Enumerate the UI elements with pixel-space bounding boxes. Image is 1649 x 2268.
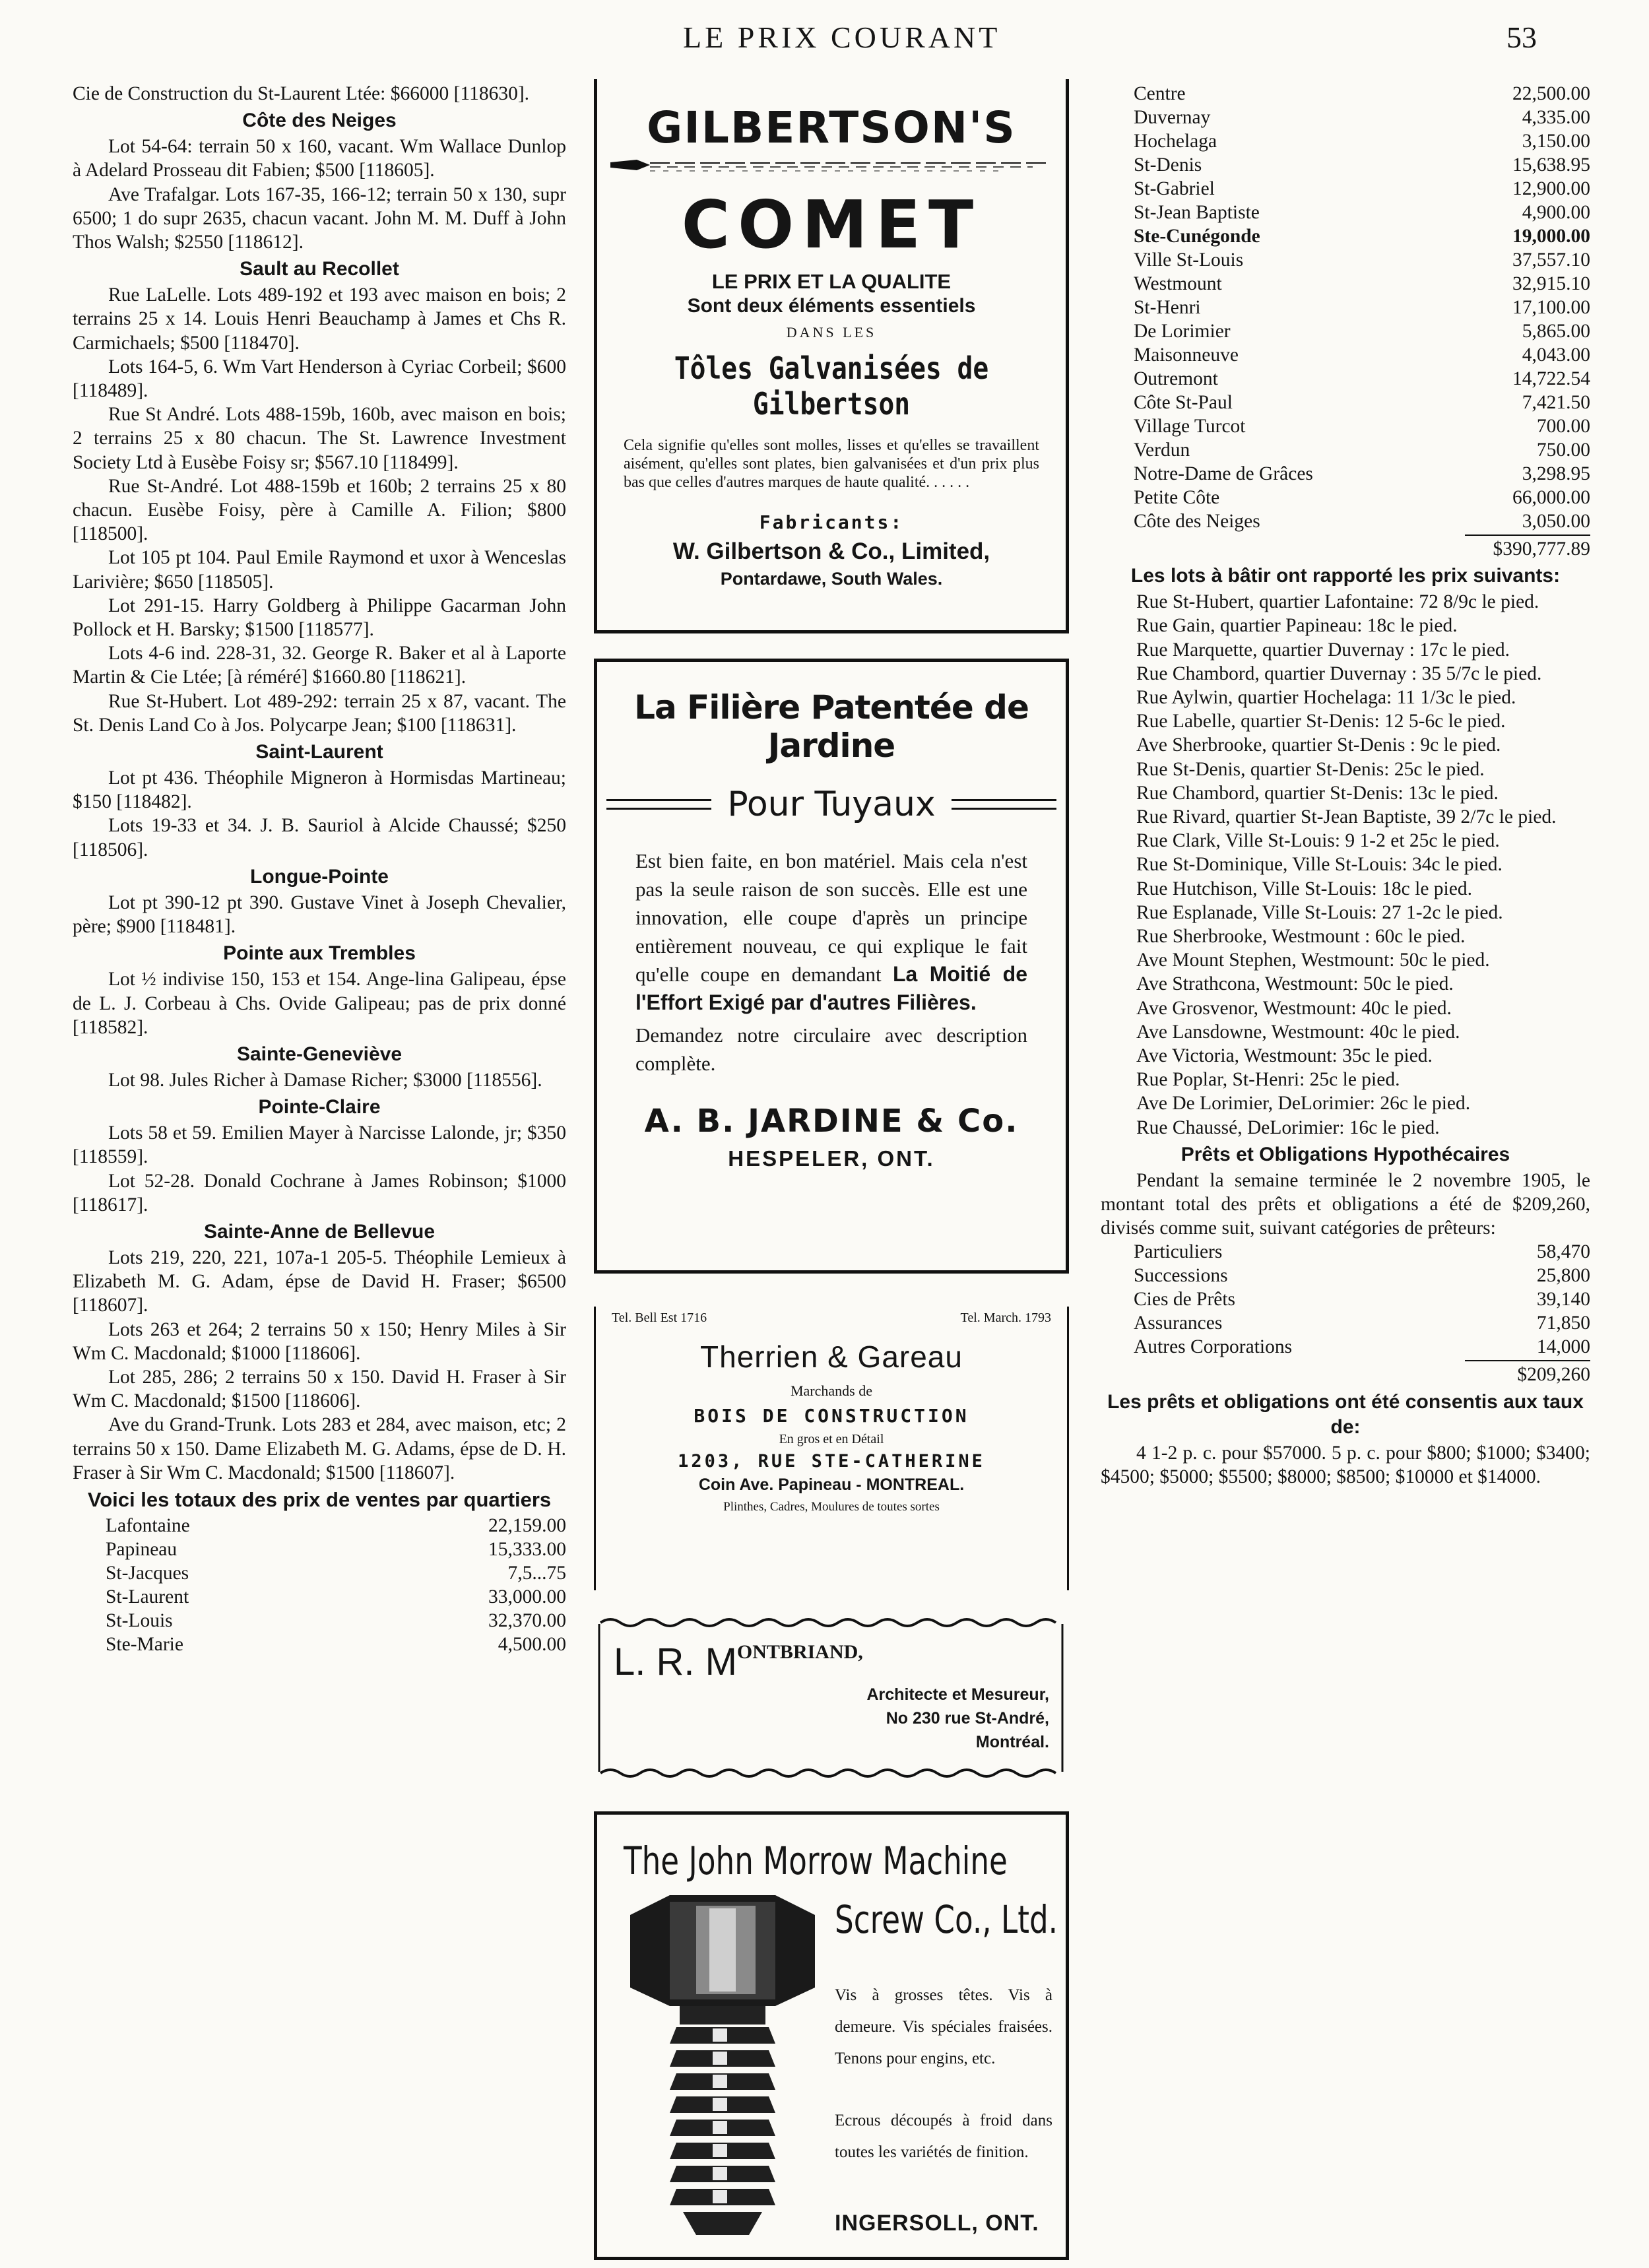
- morrow-advertisement: [594, 1811, 1069, 2260]
- montbriand-details: [867, 1683, 1050, 1754]
- quarter-row-name: Village Turcot: [1134, 416, 1246, 437]
- lot-price-entry: Rue St-Hubert, quartier Lafontaine: 72 8/9c le pied.: [1136, 591, 1539, 613]
- quarter-row-name: Outremont: [1134, 368, 1218, 389]
- total-row-amount: 32,370.00: [488, 1609, 566, 1631]
- running-title: LE PRIX COURANT: [683, 20, 1001, 54]
- quarter-row: [1101, 486, 1590, 509]
- entry: Lot pt 436. Théophile Migneron à Hormisdas Martineau; $150 [118482].: [73, 767, 566, 813]
- totals-heading: Voici les totaux des prix de ventes par quartiers: [87, 1487, 552, 1511]
- lot-price-entry: Rue Chambord, quartier Duvernay : 35 5/7c le pied.: [1136, 663, 1542, 684]
- therrien-wood: BOIS DE CONSTRUCTION: [694, 1405, 969, 1427]
- totals-table: [73, 1514, 566, 1656]
- comet-streak-icon: [610, 156, 1052, 176]
- quarter-row-amount: 17,100.00: [1512, 297, 1590, 318]
- quarter-row: [1101, 391, 1590, 414]
- gilbertson-tagline-4: Tôles Galvanisées de Gilbertson: [674, 350, 989, 422]
- total-row-name: Ste-Marie: [106, 1633, 183, 1655]
- quarter-row-name: Ville St-Louis: [1134, 249, 1244, 271]
- section-title-pointe-aux-trembles: Pointe aux Trembles: [223, 942, 416, 965]
- lot-price-entry: Rue Marquette, quartier Duvernay : 17c le pied.: [1136, 639, 1510, 661]
- lot-price-entry: Rue Clark, Ville St-Louis: 9 1-2 et 25c le pied.: [1136, 830, 1500, 852]
- total-row-amount: 7,5...75: [507, 1562, 566, 1584]
- entry: Lots 58 et 59. Emilien Mayer à Narcisse Lalonde, jr; $350 [118559].: [73, 1122, 566, 1168]
- therrien-name: Therrien & Gareau: [700, 1340, 963, 1374]
- total-row-amount: 4,500.00: [498, 1633, 566, 1655]
- jardine-subtitle-row: [597, 785, 1066, 824]
- therrien-goods: Plinthes, Cadres, Moulures de toutes sortes: [723, 1500, 940, 1514]
- quarter-row: [1101, 129, 1590, 153]
- total-row-amount: 33,000.00: [488, 1586, 566, 1607]
- morrow-text-2: Ecrous découpés à froid dans toutes les variétés de finition.: [835, 2112, 1052, 2161]
- quarter-row: [1101, 224, 1590, 248]
- entry: Lots 263 et 264; 2 terrains 50 x 150; Henry Miles à Sir Wm C. Macdonald; $1000 [118606].: [73, 1318, 566, 1364]
- quarter-row-name: Maisonneuve: [1134, 344, 1239, 366]
- right-column: [1101, 82, 1590, 1489]
- divider: [606, 799, 711, 810]
- quarter-row: [1101, 153, 1590, 177]
- entry: Lots 4-6 ind. 228-31, 32. George R. Baker et al à Laporte Martin & Cie Ltée; [à réméré] $1660.80 [118621].: [73, 643, 566, 688]
- jardine-body-2: Demandez notre circulaire avec description complète.: [635, 1023, 1027, 1075]
- total-row-name: Lafontaine: [106, 1514, 190, 1536]
- montbriand-name: [614, 1640, 863, 1684]
- section-title-pointe-claire: Pointe-Claire: [258, 1096, 381, 1118]
- quarter-row-name: Westmount: [1134, 273, 1222, 294]
- gilbertson-advertisement: [594, 79, 1069, 633]
- gilbertson-tagline-3: DANS LES: [786, 324, 877, 340]
- quarter-row-amount: 5,865.00: [1522, 321, 1590, 342]
- entry: Lot 285, 286; 2 terrains 50 x 150. David H. Fraser à Sir Wm C. Macdonald; $1500 [118606].: [73, 1366, 566, 1412]
- entry: Rue St André. Lots 488-159b, 160b, avec maison en bois; 2 terrains 25 x 80 chacun. The St. Lawrence Investment Society Ltd à Eusèbe Foisy sr; $567.10 [118499].: [73, 404, 566, 473]
- lot-price-entry: Ave Strathcona, Westmount: 50c le pied.: [1136, 973, 1454, 995]
- lot-price-entry: Rue Gain, quartier Papineau: 18c le pied.: [1136, 615, 1458, 637]
- lot-price-entry: Rue Rivard, quartier St-Jean Baptiste, 39 2/7c le pied.: [1136, 806, 1557, 828]
- lot-price-entry: Ave Mount Stephen, Westmount: 50c le pied.: [1136, 950, 1490, 971]
- rates-text: 4 1-2 p. c. pour $57000. 5 p. c. pour $800; $1000; $3400; $4500; $5000; $5500; $8000; $8500; $10000 et $14000.: [1101, 1442, 1590, 1487]
- entry: Rue St-Hubert. Lot 489-292: terrain 25 x 87, vacant. The St. Denis Land Co à Jos. Polycarpe Jean; $100 [118631].: [73, 690, 566, 736]
- gilbertson-fabricants: Fabricants:: [759, 511, 904, 533]
- loan-row-name: Assurances: [1134, 1312, 1223, 1334]
- therrien-tel-right: Tel. March. 1793: [960, 1311, 1051, 1325]
- quarter-row: [1101, 462, 1590, 486]
- quarter-row-amount: 3,150.00: [1522, 131, 1590, 152]
- total-row: [73, 1609, 566, 1633]
- loans-total: $209,260: [1465, 1360, 1590, 1386]
- gilbertson-tagline-1: LE PRIX ET LA QUALITE: [711, 270, 952, 293]
- quarter-row: [1101, 201, 1590, 224]
- quarter-row-amount: 14,722.54: [1512, 368, 1590, 389]
- quarter-row-amount: 66,000.00: [1512, 487, 1590, 508]
- loan-row-name: Autres Corporations: [1134, 1336, 1293, 1358]
- entry: Rue St-André. Lot 488-159b et 160b; 2 terrains 25 x 80 chacun. Eusèbe Foisy, père à Camille A. Filion; $800 [118500].: [73, 475, 566, 545]
- total-row: [73, 1561, 566, 1585]
- quarter-row-amount: 4,043.00: [1522, 344, 1590, 366]
- total-row-name: St-Louis: [106, 1609, 173, 1631]
- loan-row-name: Successions: [1134, 1265, 1228, 1287]
- quarter-row-amount: 19,000.00: [1512, 226, 1590, 247]
- total-row-amount: 15,333.00: [488, 1538, 566, 1560]
- quarter-row-amount: 15,638.95: [1512, 154, 1590, 176]
- loan-row: [1101, 1287, 1590, 1311]
- total-row-name: St-Jacques: [106, 1562, 189, 1584]
- gilbertson-product: COMET: [681, 186, 982, 263]
- quarters-table: [1101, 82, 1590, 533]
- morrow-title-1: The John Morrow Machine: [624, 1838, 1008, 1883]
- entry: Ave Trafalgar. Lots 167-35, 166-12; terrain 50 x 130, supr 6500; 1 do supr 2635, chacun vacant. John M. M. Duff à John Thos Walsh; $2550 [118612].: [73, 183, 566, 253]
- gilbertson-body: Cela signifie qu'elles sont molles, lisses et qu'elles se travaillent aisément, qu'elles sont plates, bien galvanisées et d'un prix plus bas que celles d'autres marques de haute qualité. . . . . .: [624, 437, 1039, 491]
- montbriand-advertisement: [594, 1613, 1069, 1782]
- jardine-body: [635, 847, 1027, 1017]
- quarter-row-amount: 32,915.10: [1512, 273, 1590, 294]
- lot-price-entry: Rue St-Dominique, Ville St-Louis: 34c le pied.: [1136, 854, 1503, 876]
- jardine-emphasis: La Moitié de l'Effort Exigé par d'autres Filières.: [635, 962, 1027, 1014]
- divider: [952, 799, 1056, 810]
- section-title-sault-au-recollet: Sault au Recollet: [240, 258, 399, 280]
- loan-row-amount: 39,140: [1536, 1289, 1590, 1311]
- entry: Ave du Grand-Trunk. Lots 283 et 284, avec maison, etc; 2 terrains 50 x 150. Dame Elizabeth M. G. Adams, épse de D. H. Fraser à Sir Wm C. Macdonald; $1500 [118607].: [73, 1414, 566, 1483]
- therrien-address: 1203, RUE STE-CATHERINE: [678, 1451, 985, 1472]
- therrien-wholesale: En gros et en Détail: [779, 1432, 884, 1446]
- quarter-row-name: Ste-Cunégonde: [1134, 226, 1260, 247]
- loan-row: [1101, 1240, 1590, 1264]
- total-row: [73, 1514, 566, 1538]
- quarter-row-name: Petite Côte: [1134, 487, 1220, 508]
- jardine-city: HESPELER, ONT.: [728, 1146, 935, 1171]
- gilbertson-company: W. Gilbertson & Co., Limited,: [672, 538, 990, 564]
- quarter-row-name: Duvernay: [1134, 107, 1211, 128]
- quarter-row-amount: 3,050.00: [1522, 511, 1590, 532]
- montbriand-line-3: Montréal.: [975, 1733, 1049, 1751]
- quarter-row-amount: 7,421.50: [1522, 392, 1590, 413]
- quarter-row: [1101, 438, 1590, 462]
- intro-paragraph: Cie de Construction du St-Laurent Ltée: $66000 [118630].: [73, 83, 530, 104]
- entry: Lot 105 pt 104. Paul Emile Raymond et uxor à Wenceslas Larivière; $650 [118505].: [73, 547, 566, 593]
- loan-row: [1101, 1264, 1590, 1287]
- total-row: [73, 1585, 566, 1609]
- gilbertson-tagline-2: Sont deux éléments essentiels: [687, 295, 976, 317]
- lot-price-entry: Rue Poplar, St-Henri: 25c le pied.: [1136, 1069, 1400, 1091]
- quarter-row-amount: 3,298.95: [1522, 463, 1590, 484]
- left-column: [73, 82, 566, 1656]
- loan-row-amount: 58,470: [1536, 1241, 1590, 1263]
- section-title-sainte-anne-de-bellevue: Sainte-Anne de Bellevue: [203, 1220, 436, 1243]
- quarter-row-amount: 750.00: [1536, 439, 1590, 461]
- quarter-row-name: Verdun: [1134, 439, 1190, 461]
- quarter-row: [1101, 248, 1590, 272]
- jardine-subtitle: Pour Tuyaux: [727, 785, 936, 824]
- gilbertson-address: Pontardawe, South Wales.: [720, 569, 943, 589]
- lot-price-entry: Rue Labelle, quartier St-Denis: 12 5-6c le pied.: [1136, 711, 1506, 732]
- loan-row: [1101, 1311, 1590, 1335]
- quarter-row: [1101, 343, 1590, 367]
- quarter-row-name: St-Gabriel: [1134, 178, 1215, 199]
- section-title-cote-des-neiges: Côte des Neiges: [242, 110, 397, 132]
- entry: Lot 52-28. Donald Cochrane à James Robinson; $1000 [118617].: [73, 1170, 566, 1215]
- lot-price-entry: Rue St-Denis, quartier St-Denis: 25c le pied.: [1136, 758, 1485, 780]
- total-row: [73, 1538, 566, 1561]
- quarter-row: [1101, 414, 1590, 438]
- lot-price-entry: Ave Victoria, Westmount: 35c le pied.: [1136, 1045, 1433, 1067]
- quarter-row-name: St-Henri: [1134, 297, 1201, 318]
- loans-intro: Pendant la semaine terminée le 2 novembre 1905, le montant total des prêts et obligations a été de $209,260, divisés comme suit, suivant catégories de prêteurs:: [1101, 1169, 1590, 1239]
- quarter-row-name: Centre: [1134, 83, 1186, 104]
- lot-price-entry: Rue Chambord, quartier St-Denis: 13c le pied.: [1136, 782, 1499, 804]
- quarter-row-name: St-Denis: [1134, 154, 1202, 176]
- entry: Lot 54-64: terrain 50 x 160, vacant. Wm Wallace Dunlop à Adelard Prosseau dit Fabien; $500 [118605].: [73, 136, 566, 181]
- morrow-title-2: Screw Co., Ltd.: [835, 1897, 1058, 1942]
- quarter-row-name: Côte des Neiges: [1134, 511, 1260, 532]
- montbriand-line-1: Architecte et Mesureur,: [866, 1685, 1049, 1704]
- lots-list: [1101, 590, 1590, 1140]
- lot-price-entry: Rue Aylwin, quartier Hochelaga: 11 1/3c le pied.: [1136, 687, 1516, 709]
- quarter-row-amount: 12,900.00: [1512, 178, 1590, 199]
- lot-price-entry: Ave De Lorimier, DeLorimier: 26c le pied.: [1136, 1093, 1471, 1115]
- total-row: [73, 1633, 566, 1656]
- loan-row-name: Cies de Prêts: [1134, 1289, 1236, 1311]
- quarter-row-amount: 4,335.00: [1522, 107, 1590, 128]
- quarter-row-name: Côte St-Paul: [1134, 392, 1233, 413]
- lot-price-entry: Rue Sherbrooke, Westmount : 60c le pied.: [1136, 926, 1466, 948]
- loan-row-name: Particuliers: [1134, 1241, 1223, 1263]
- jardine-body-text: Est bien faite, en bon matériel. Mais cela n'est pas la seule raison de son succès. Elle est une innovation, elle coupe d'après un principe entièrement nouveau, ce qui explique le fait qu'elle coupe en demandant: [635, 849, 1027, 986]
- quarters-total: $390,777.89: [1465, 535, 1590, 561]
- quarter-row: [1101, 82, 1590, 106]
- therrien-merchants: Marchands de: [790, 1382, 872, 1399]
- therrien-advertisement: [594, 1307, 1069, 1590]
- jardine-company: A. B. JARDINE & Co.: [644, 1103, 1019, 1140]
- section-title-saint-laurent: Saint-Laurent: [255, 741, 383, 763]
- quarter-row-name: Hochelaga: [1134, 131, 1217, 152]
- quarter-row: [1101, 367, 1590, 391]
- page-header: [0, 15, 1649, 61]
- entry: Lot ½ indivise 150, 153 et 154. Ange-lina Galipeau, épse de L. J. Corbeau à Chs. Ovide Galipeau; pas de prix donné [118582].: [73, 969, 566, 1038]
- quarter-row: [1101, 509, 1590, 533]
- quarter-row: [1101, 272, 1590, 296]
- quarter-row-amount: 22,500.00: [1512, 83, 1590, 104]
- quarter-row: [1101, 106, 1590, 129]
- rates-heading: Les prêts et obligations ont été consentis aux taux de:: [1107, 1390, 1584, 1438]
- section-title-sainte-genevieve: Sainte-Geneviève: [236, 1043, 403, 1065]
- lot-price-entry: Rue Chaussé, DeLorimier: 16c le pied.: [1136, 1117, 1440, 1138]
- morrow-city: INGERSOLL, ONT.: [835, 2211, 1039, 2236]
- total-row-name: Papineau: [106, 1538, 178, 1560]
- entry: Lot 98. Jules Richer à Damase Richer; $3000 [118556].: [108, 1069, 542, 1091]
- loan-row-amount: 71,850: [1536, 1312, 1590, 1334]
- quarter-row-name: De Lorimier: [1134, 321, 1231, 342]
- total-row-amount: 22,159.00: [488, 1514, 566, 1536]
- entry: Lots 164-5, 6. Wm Vart Henderson à Cyriac Corbeil; $600 [118489].: [73, 356, 566, 402]
- gilbertson-brand: GILBERTSON'S: [647, 102, 1016, 153]
- quarter-row: [1101, 296, 1590, 319]
- quarter-row-amount: 4,900.00: [1522, 202, 1590, 223]
- quarter-row-name: Notre-Dame de Grâces: [1134, 463, 1313, 484]
- loan-row-amount: 14,000: [1536, 1336, 1590, 1358]
- jardine-advertisement: [594, 659, 1069, 1274]
- entry: Lot 291-15. Harry Goldberg à Philippe Gacarman John Pollock et H. Barsky; $1500 [118577].: [73, 595, 566, 641]
- montbriand-surname: ONTBRIAND,: [736, 1641, 863, 1663]
- section-title-longue-pointe: Longue-Pointe: [250, 865, 389, 888]
- jardine-title: La Filière Patentée de Jardine: [634, 688, 1029, 765]
- loans-heading: Prêts et Obligations Hypothécaires: [1180, 1143, 1510, 1165]
- therrien-telephones: [612, 1311, 1051, 1326]
- lot-price-entry: Ave Grosvenor, Westmount: 40c le pied.: [1136, 997, 1452, 1019]
- total-row-name: St-Laurent: [106, 1586, 189, 1607]
- entry: Lots 219, 220, 221, 107a-1 205-5. Théophile Lemieux à Elizabeth M. G. Adam, épse de David H. Fraser; $6500 [118607].: [73, 1247, 566, 1316]
- loan-row-amount: 25,800: [1536, 1265, 1590, 1287]
- entry: Lot pt 390-12 pt 390. Gustave Vinet à Joseph Chevalier, père; $900 [118481].: [73, 891, 566, 938]
- montbriand-line-2: No 230 rue St-André,: [886, 1709, 1049, 1728]
- page-number: 53: [1506, 20, 1537, 54]
- quarter-row-name: St-Jean Baptiste: [1134, 202, 1260, 223]
- lot-price-entry: Rue Hutchison, Ville St-Louis: 18c le pied.: [1136, 878, 1472, 899]
- entry: Lots 19-33 et 34. J. B. Sauriol à Alcide Chaussé; $250 [118506].: [73, 815, 566, 860]
- lot-price-entry: Ave Lansdowne, Westmount: 40c le pied.: [1136, 1021, 1460, 1043]
- therrien-tel-left: Tel. Bell Est 1716: [612, 1311, 707, 1325]
- lot-price-entry: Rue Esplanade, Ville St-Louis: 27 1-2c le pied.: [1136, 901, 1503, 923]
- quarter-row: [1101, 177, 1590, 201]
- loan-row: [1101, 1335, 1590, 1359]
- morrow-text-1: Vis à grosses têtes. Vis à demeure. Vis spéciales fraisées. Tenons pour engins, etc.: [835, 1986, 1052, 2067]
- quarter-row-amount: 37,557.10: [1512, 249, 1590, 271]
- quarter-row-amount: 700.00: [1536, 416, 1590, 437]
- loans-table: [1101, 1240, 1590, 1359]
- montbriand-initials: L. R. M: [614, 1640, 737, 1683]
- entry: Rue LaLelle. Lots 489-192 et 193 avec maison en bois; 2 terrains 25 x 14. Louis Henri Beauchamp à James et Chs R. Carmichaels; $500 [118470].: [73, 284, 566, 354]
- bolt-icon: [617, 1889, 822, 2245]
- lots-heading: Les lots à bâtir ont rapporté les prix suivants:: [1130, 565, 1561, 587]
- quarter-row: [1101, 319, 1590, 343]
- lot-price-entry: Ave Sherbrooke, quartier St-Denis : 9c le pied.: [1136, 734, 1501, 756]
- therrien-corner: Coin Ave. Papineau - MONTREAL.: [698, 1475, 965, 1494]
